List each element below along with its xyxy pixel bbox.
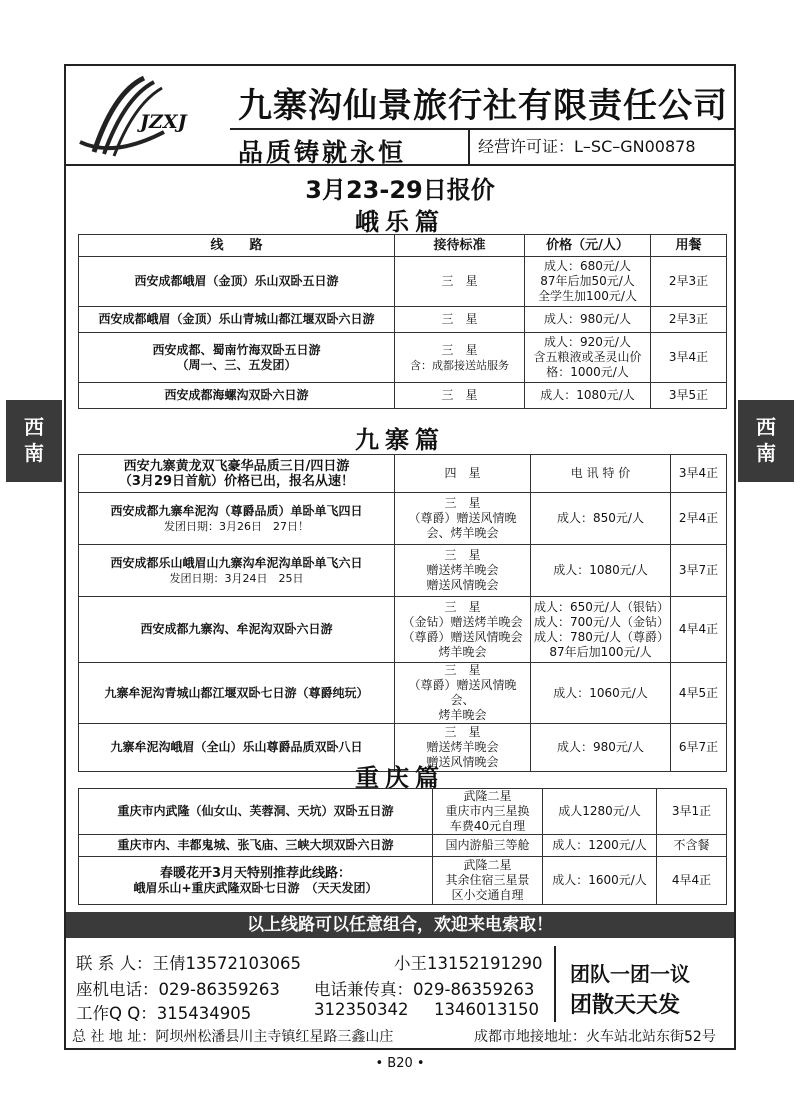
standard-note: 含：成都接送站服务 — [410, 358, 509, 372]
team-line: 团散天天发 — [570, 993, 681, 1018]
route-promo: 春暖花开3月天特别推荐此线路： — [159, 865, 352, 881]
standard-note: 区小交通自理 — [451, 888, 524, 902]
standard-note: 重庆市内三星换 — [445, 804, 530, 818]
table-header-row — [79, 235, 727, 257]
standard: 三 星 — [441, 342, 478, 357]
price-line: 电 讯 特 价 — [570, 466, 631, 480]
standard: 三 星 — [444, 599, 481, 614]
standard-note: 烤羊晚会 — [438, 708, 487, 722]
standard: 三 星 — [444, 496, 481, 510]
table-row — [79, 257, 727, 307]
route-name: 九寨牟泥沟青城山都江堰双卧七日游（尊爵纯玩） — [104, 685, 369, 700]
standard: 三 星 — [441, 388, 478, 402]
team-policy — [554, 946, 732, 1022]
route-name: （周一、三、五发团） — [176, 357, 297, 372]
route-name: （3月29日首航）价格已出，报名从速！ — [118, 473, 355, 489]
table-row — [79, 789, 727, 835]
landline-label: 座机电话： — [76, 980, 159, 999]
standard: 国内游船三等舱 — [445, 838, 530, 852]
standard: 武隆二星 — [463, 789, 512, 803]
flyer-frame — [64, 64, 736, 1050]
table-row — [79, 545, 727, 597]
company-name: 九寨沟仙景旅行社有限责任公司 — [238, 86, 728, 126]
standard-note: 会、烤羊晚会 — [426, 526, 499, 540]
price-line: 含五粮液或圣灵山价 — [533, 350, 642, 364]
section-title-chongqing: 重庆篇 — [355, 764, 445, 792]
meal: 3早7正 — [671, 545, 727, 597]
price-line: 成人：980元/人 — [544, 312, 631, 326]
contact-line — [76, 950, 301, 974]
qq-number-2: 312350342 — [314, 1000, 409, 1019]
price-period-title: 3月23-29日报价 — [305, 176, 495, 204]
table-row — [79, 307, 727, 333]
standard: 三 星 — [441, 274, 478, 288]
price-line: 成人：700元/人（金钻） — [534, 614, 669, 629]
section-title-jiuzhai: 九寨篇 — [355, 426, 445, 454]
contact-person-2: 小王13152191290 — [394, 954, 543, 973]
side-tab-left — [6, 400, 62, 482]
route-name: 西安成都九寨沟、牟泥沟双卧六日游 — [140, 622, 333, 636]
standard: 三 星 — [441, 312, 478, 326]
route-name: 重庆市内、丰都鬼城、张飞庙、三峡大坝双卧六日游 — [117, 838, 394, 852]
meal: 4早5正 — [671, 663, 727, 724]
contact-person-1: 王倩13572103065 — [152, 954, 301, 973]
table-row — [79, 835, 727, 857]
side-tab-right — [738, 400, 794, 482]
company-logo-icon — [74, 72, 224, 160]
fax-label: 电话兼传真： — [314, 980, 413, 999]
standard-note: 赠送风情晚会 — [426, 578, 499, 592]
chongqing-price-table — [78, 788, 727, 905]
license-number: 经营许可证：L–SC–GN00878 — [468, 130, 734, 164]
landline-line — [76, 976, 280, 1000]
side-tab-char: 西 — [24, 415, 44, 439]
price-line: 全学生加100元/人 — [538, 289, 637, 303]
address-line — [72, 1026, 728, 1046]
route-name: 西安成都九寨牟泥沟（尊爵品质）单卧单飞四日 — [110, 503, 363, 518]
standard-note: （金钻）赠送烤羊晚会 — [402, 614, 523, 629]
price-line: 成人：1200元/人 — [552, 838, 647, 852]
fax-line — [314, 976, 534, 1000]
meal: 4早4正 — [671, 597, 727, 663]
route-name: 峨眉乐山+重庆武隆双卧七日游 （天天发团） — [133, 880, 378, 895]
meal: 3早1正 — [657, 789, 727, 835]
price-line: 成人：650元/人（银钻） — [534, 599, 669, 614]
team-line: 团队一团一议 — [570, 962, 690, 986]
standard: 武隆二星 — [463, 858, 512, 872]
hq-address-label: 总 社 地 址： — [72, 1029, 156, 1045]
table-row — [79, 383, 727, 409]
standard-note: 其余住宿三星景 — [445, 873, 530, 887]
emei-price-table — [78, 234, 727, 409]
meal: 4早4正 — [657, 857, 727, 905]
price-line: 成人：920元/人 — [544, 335, 631, 349]
departure-date: 发团日期：3月24日 25日 — [169, 571, 304, 585]
page-number: • B20 • — [375, 1056, 425, 1071]
route-name: 西安成都海螺沟双卧六日游 — [164, 388, 309, 402]
route-name: 重庆市内武隆（仙女山、芙蓉洞、天坑）双卧五日游 — [117, 804, 394, 818]
jiuzhai-price-table — [78, 454, 727, 772]
departure-date: 发团日期：3月26日 27日！ — [164, 519, 309, 533]
route-name: 西安成都、蜀南竹海双卧五日游 — [152, 342, 321, 357]
meal: 6早7正 — [671, 724, 727, 772]
price-line: 87年后加100元/人 — [549, 644, 652, 659]
price-line: 格：1000元/人 — [546, 365, 629, 379]
side-tab-char: 西 — [756, 415, 776, 439]
price-line: 成人：850元/人 — [557, 511, 644, 525]
standard-note: （尊爵）赠送风情晚 — [408, 511, 517, 525]
table-row — [79, 663, 727, 724]
price-line: 87年后加50元/人 — [540, 274, 635, 288]
route-name: 西安成都乐山峨眉山九寨沟牟泥沟单卧单飞六日 — [110, 555, 363, 570]
meal: 2早3正 — [651, 257, 727, 307]
standard-note: 烤羊晚会 — [438, 644, 487, 659]
price-line: 成人：1600元/人 — [552, 873, 647, 887]
slogan-row — [230, 128, 734, 166]
qq-number-3: 1346013150 — [434, 1000, 539, 1019]
price-line: 成人：980元/人 — [557, 740, 644, 754]
meal: 2早4正 — [671, 493, 727, 545]
standard: 四 星 — [444, 466, 481, 480]
price-line: 成人：1060元/人 — [553, 685, 648, 700]
meal: 2早3正 — [651, 307, 727, 333]
standard: 三 星 — [444, 663, 481, 677]
route-name: 西安九寨黄龙双飞豪华品质三日/四日游 — [123, 458, 350, 474]
side-tab-char: 南 — [756, 441, 776, 465]
qq-line — [76, 1000, 251, 1024]
header-standard: 接待标准 — [395, 235, 525, 257]
standard-note: （尊爵）赠送风情晚会 — [402, 629, 523, 644]
table-row — [79, 493, 727, 545]
cd-address-block — [474, 1026, 716, 1046]
standard-note: （尊爵）赠送风情晚会、 — [408, 678, 517, 707]
qq-label: 工作Q Q： — [76, 1004, 157, 1023]
combination-banner: 以上线路可以任意组合，欢迎来电索取！ — [66, 912, 734, 938]
route-name: 西安成都峨眉（金顶）乐山双卧五日游 — [134, 274, 339, 288]
table-row — [79, 455, 727, 493]
cd-address: 火车站北站东街52号 — [586, 1029, 716, 1045]
fax-number: 029-86359263 — [413, 980, 535, 999]
cd-address-label: 成都市地接地址： — [474, 1029, 586, 1045]
meal: 3早5正 — [651, 383, 727, 409]
standard-note: 车费40元自理 — [449, 819, 526, 833]
header-price: 价格（元/人） — [525, 235, 651, 257]
route-name: 九寨牟泥沟峨眉（全山）乐山尊爵品质双卧八日 — [110, 740, 363, 754]
header-meal: 用餐 — [651, 235, 727, 257]
standard: 三 星 — [444, 725, 481, 739]
price-line: 成人1280元/人 — [558, 804, 641, 818]
route-name: 西安成都峨眉（金顶）乐山青城山都江堰双卧六日游 — [98, 312, 375, 326]
header-route: 线 路 — [79, 235, 395, 257]
price-line: 成人：1080元/人 — [540, 388, 635, 402]
price-line: 成人：780元/人（尊爵） — [534, 629, 669, 644]
meal: 3早4正 — [671, 455, 727, 493]
header — [66, 66, 734, 166]
standard: 三 星 — [444, 548, 481, 562]
meal: 不含餐 — [657, 835, 727, 857]
hq-address: 阿坝州松潘县川主寺镇红星路三鑫山庄 — [155, 1029, 394, 1045]
section-title-emei: 峨乐篇 — [355, 208, 445, 236]
table-row — [79, 333, 727, 383]
table-row — [79, 857, 727, 905]
meal: 3早4正 — [651, 333, 727, 383]
landline-number: 029-86359263 — [158, 980, 280, 999]
standard-note: 赠送风情晚会 — [426, 755, 499, 769]
price-line: 成人：680元/人 — [544, 259, 631, 273]
qq-number-1: 315434905 — [156, 1004, 252, 1023]
price-line: 成人：1080元/人 — [553, 563, 648, 577]
contact-label: 联 系 人： — [76, 954, 153, 973]
standard-note: 赠送烤羊晚会 — [426, 740, 499, 754]
logo-text: JZXJ — [140, 111, 187, 133]
table-row — [79, 597, 727, 663]
slogan: 品质铸就永恒 — [238, 138, 407, 167]
side-tab-char: 南 — [24, 441, 44, 465]
standard-note: 赠送烤羊晚会 — [426, 563, 499, 577]
